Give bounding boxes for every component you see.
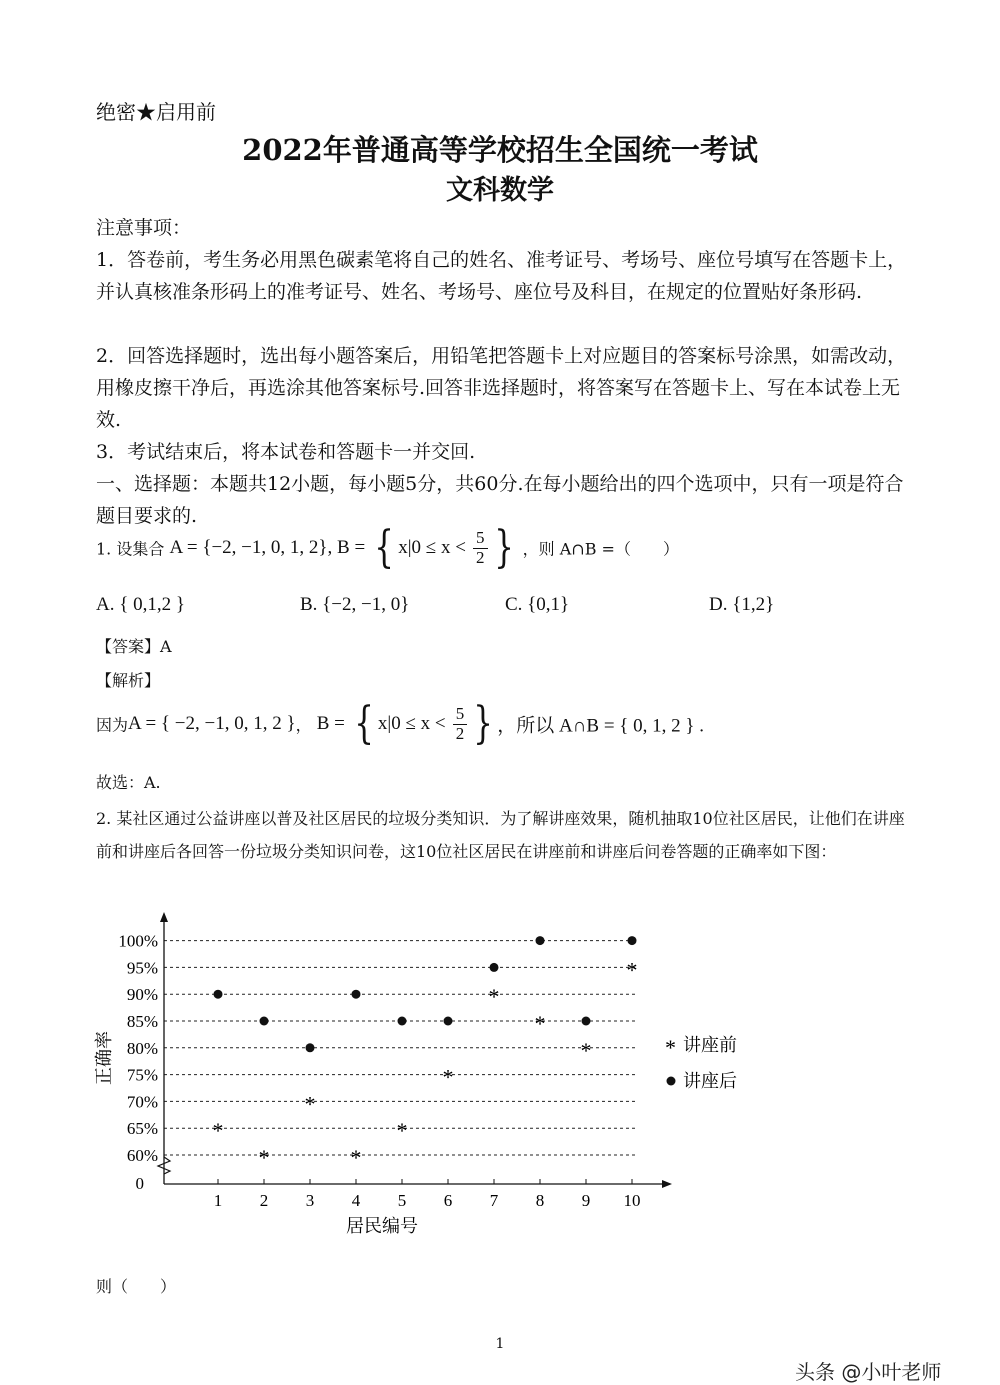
- q1-option-d: D. {1,2}: [709, 594, 775, 615]
- before-point: *: [488, 984, 500, 1010]
- after-point: [260, 1017, 269, 1026]
- before-point: *: [626, 957, 638, 983]
- confidential-mark: 绝密★启用前: [96, 100, 216, 124]
- frac-num: 5: [473, 529, 488, 549]
- after-point: [444, 1017, 453, 1026]
- note-3: 3．考试结束后，将本试卷和答题卡一并交回.: [96, 441, 476, 463]
- x-tick-label: 8: [535, 1191, 545, 1210]
- x-tick-label: 7: [489, 1191, 499, 1210]
- y-tick-label: 90%: [126, 985, 158, 1005]
- sol-comma: ，: [295, 715, 312, 735]
- note-2: 2．回答选择题时，选出每小题答案后，用铅笔把答题卡上对应题目的答案标号涂黑，如需改动，用橡皮擦干净后，再选涂其他答案标号.回答非选择题时，将答案写在答题卡上、写在本试卷上无效.: [96, 345, 907, 431]
- y-tick-label: 80%: [126, 1038, 158, 1058]
- sol-set-a: A = { −2, −1, 0, 1, 2 }: [128, 713, 296, 734]
- subject-title: 文科数学: [446, 175, 554, 206]
- before-point: *: [534, 1011, 546, 1036]
- legend-marker-after: [667, 1077, 676, 1086]
- before-point: *: [350, 1145, 362, 1170]
- right-brace: }: [493, 522, 514, 573]
- x-tick-label: 5: [397, 1191, 407, 1210]
- sol-frac-den: 2: [455, 723, 465, 743]
- sol-fraction-5-2: [453, 705, 468, 743]
- section-intro: 一、选择题：本题共12小题，每小题5分，共60分.在每小题给出的四个选项中，只有一项是符合题目要求的.: [96, 473, 904, 527]
- legend-marker-before: *: [665, 1035, 676, 1060]
- q1-option-b: B. {−2, −1, 0}: [300, 594, 410, 615]
- q1-option-a: A. { 0,1,2 }: [96, 594, 185, 615]
- note-1: 1．答卷前，考生务必用黑色碳素笔将自己的姓名、准考证号、考场号、座位号填写在答题卡上，并认真核准条形码上的准考证号、姓名、考场号、座位号及科目，在规定的位置贴好条形码.: [96, 249, 907, 303]
- frac-den: 2: [476, 547, 485, 567]
- after-point: [536, 936, 545, 945]
- legend-label-after: 讲座后: [683, 1071, 737, 1091]
- y-tick-label: 65%: [126, 1119, 158, 1139]
- sol-set-b-inner: x|0 ≤ x <: [377, 713, 446, 734]
- question-2-stem: 2. 某社区通过公益讲座以普及社区居民的垃圾分类知识．为了解讲座效果，随机抽取10位社区居民，让他们在讲座前和讲座后各回答一份垃圾分类知识问卷，这10位社区居民在讲座前和讲座后问卷答题的正确率如下图：: [96, 809, 905, 861]
- after-point: [582, 1017, 591, 1026]
- x-tick-label: 10: [623, 1191, 641, 1210]
- q1-answer: 【答案】A: [96, 637, 172, 656]
- left-brace: {: [374, 522, 395, 573]
- page-number: 1: [495, 1336, 505, 1352]
- q1-option-c: C. {0,1}: [505, 594, 570, 615]
- before-point: *: [396, 1118, 408, 1144]
- sol-because: 因为: [96, 715, 129, 735]
- after-point: [306, 1043, 315, 1052]
- x-tick-label: 1: [213, 1191, 223, 1210]
- q1-set-b-label: , B =: [327, 537, 366, 558]
- q1-set-a: A = {−2, −1, 0, 1, 2}: [169, 537, 328, 558]
- accuracy-chart: [80, 900, 780, 1240]
- q1-ask: ，则 A∩B =（ ）: [522, 539, 679, 559]
- sol-set-b-label: B =: [316, 713, 345, 734]
- sol-right-brace: }: [473, 698, 494, 749]
- after-point: [214, 990, 223, 999]
- before-point: *: [442, 1064, 454, 1090]
- x-tick-label: 4: [351, 1191, 361, 1210]
- q1-set-b-inner: x|0 ≤ x <: [398, 537, 466, 558]
- exam-title: 2022年普通高等学校招生全国统一考试: [242, 133, 758, 167]
- q1-prefix: 1. 设集合: [96, 539, 165, 559]
- y-tick-label: 85%: [126, 1012, 158, 1031]
- fraction-5-2: [473, 529, 488, 567]
- x-tick-label: 2: [259, 1191, 269, 1210]
- y-axis-title: 正确率: [94, 1031, 114, 1085]
- q1-solution: [96, 698, 705, 749]
- y-tick-label: 100%: [118, 931, 158, 951]
- after-point: [398, 1017, 407, 1026]
- sol-result: ，所以 A∩B = { 0, 1, 2 } .: [497, 715, 705, 737]
- after-point: [490, 963, 499, 972]
- y-tick-label: 75%: [126, 1065, 158, 1085]
- legend-label-before: 讲座前: [683, 1035, 737, 1055]
- q1-choose: 故选：A.: [96, 773, 161, 792]
- y-axis-arrow: [160, 912, 168, 922]
- after-point: [352, 990, 361, 999]
- before-point: *: [212, 1118, 224, 1144]
- x-tick-label: 9: [581, 1191, 591, 1210]
- notes-heading: 注意事项：: [96, 217, 192, 239]
- sol-frac-num: 5: [453, 705, 468, 725]
- x-axis-arrow: [662, 1180, 672, 1188]
- q2-then: 则（ ）: [96, 1277, 177, 1296]
- y-tick-label: 60%: [126, 1146, 158, 1165]
- before-point: *: [304, 1091, 316, 1117]
- y-tick-label: 95%: [126, 958, 158, 978]
- q1-analysis-label: 【解析】: [96, 671, 161, 690]
- x-axis-title: 居民编号: [346, 1216, 418, 1236]
- x-tick-label: 3: [305, 1191, 315, 1210]
- y-tick-label: 0: [135, 1174, 144, 1193]
- y-tick-label: 70%: [126, 1092, 158, 1112]
- x-tick-label: 6: [443, 1191, 453, 1210]
- question-1: [96, 522, 679, 573]
- watermark: 头条 @小叶老师: [795, 1360, 942, 1384]
- before-point: *: [580, 1037, 592, 1063]
- after-point: [628, 936, 637, 945]
- sol-left-brace: {: [354, 698, 374, 749]
- before-point: *: [258, 1145, 270, 1170]
